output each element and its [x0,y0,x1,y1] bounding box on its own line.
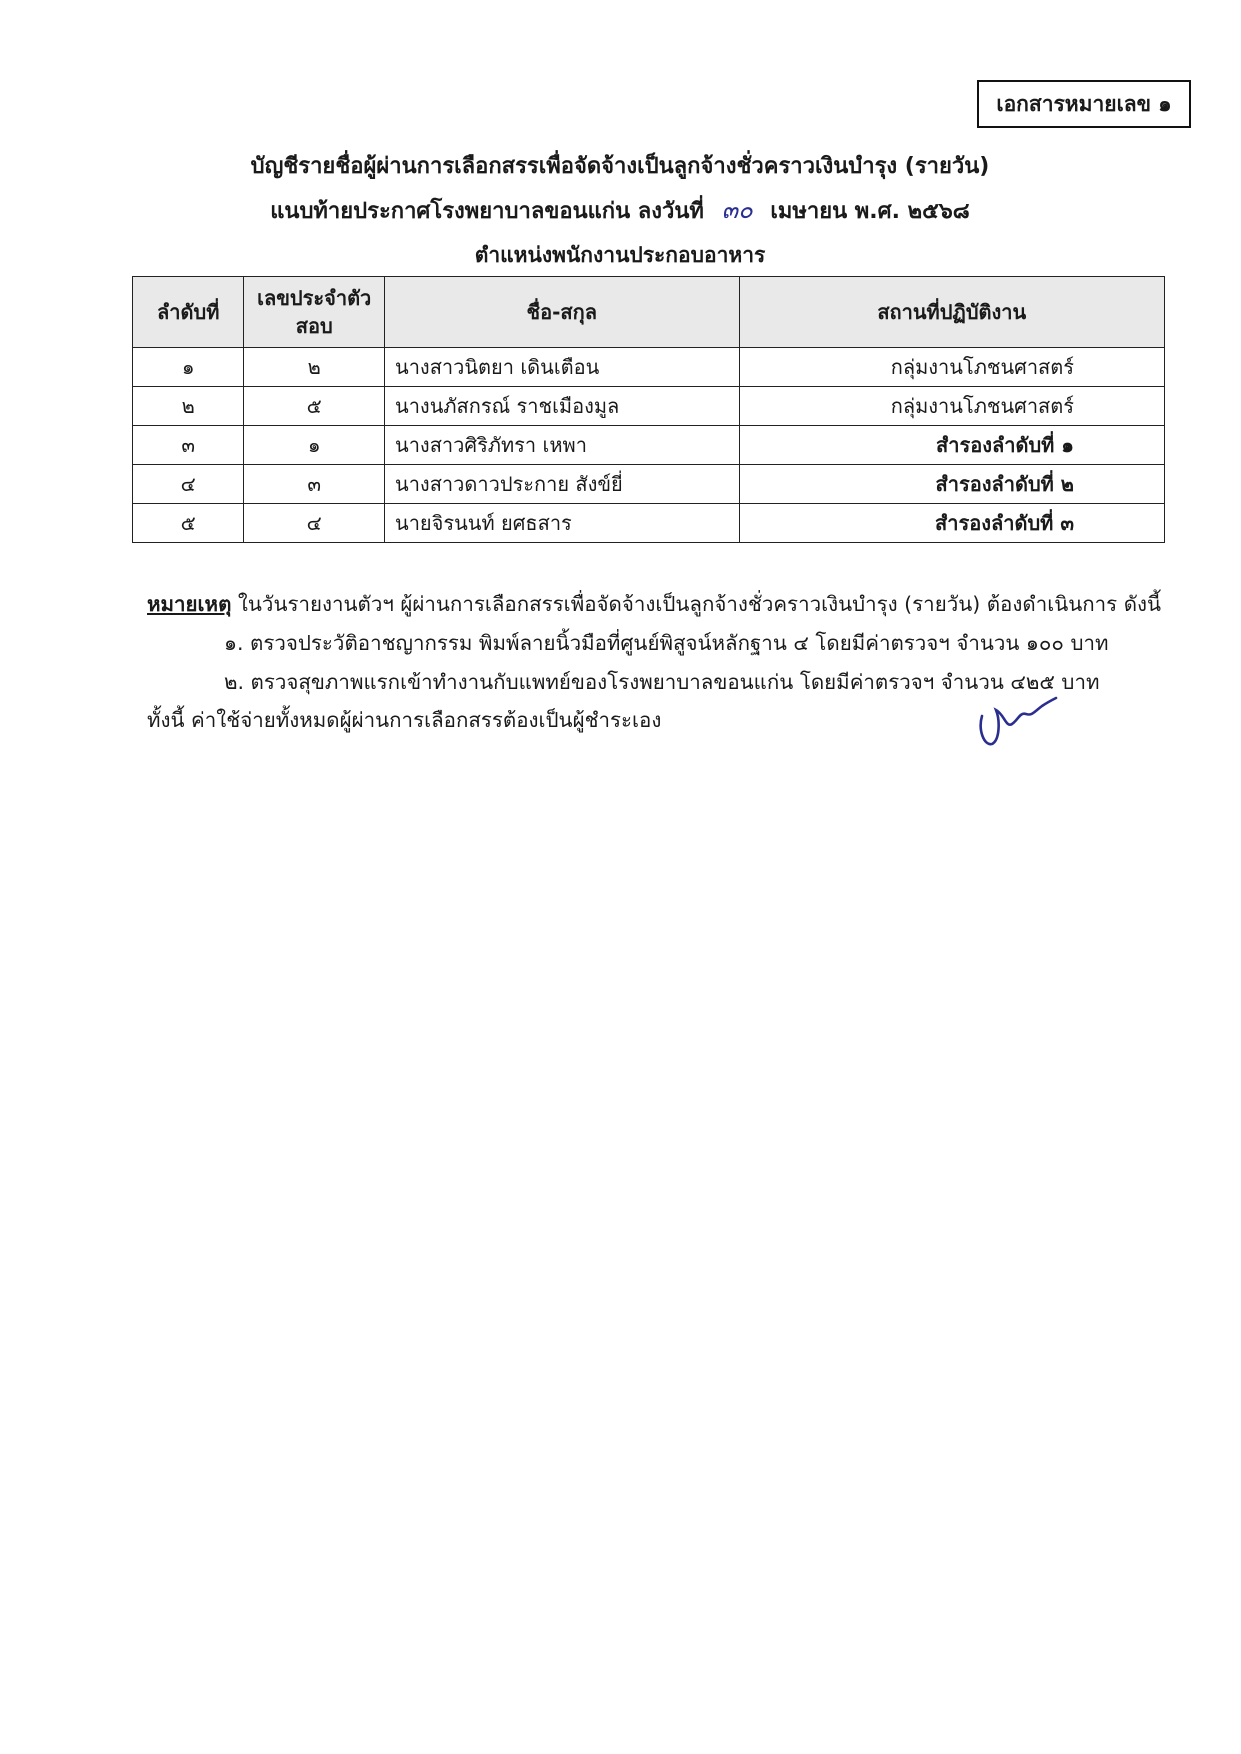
note-item-1: ๑. ตรวจประวัติอาชญากรรม พิมพ์ลายนิ้วมือที่ศูนย์พิสูจน์หลักฐาน ๔ โดยมีค่าตรวจฯ จำนวน ๑๐๐ บาท [224,631,1109,655]
note-label: หมายเหตุ [147,592,232,616]
table-row [133,387,1165,426]
document-subtitle [120,190,1120,229]
cell-order: ๑ [133,348,244,387]
cell-name: นายจิรนนท์ ยศธสาร [385,504,739,543]
table-row [133,465,1165,504]
cell-workplace: กลุ่มงานโภชนศาสตร์ [739,387,1164,426]
cell-workplace: กลุ่มงานโภชนศาสตร์ [739,348,1164,387]
handwritten-signature [976,692,1058,752]
cell-name: นางสาวนิตยา เดินเตือน [385,348,739,387]
document-number-box [977,80,1191,128]
cell-order: ๒ [133,387,244,426]
document-number: เอกสารหมายเลข ๑ [996,91,1172,116]
candidate-table [132,276,1165,543]
cell-workplace: สำรองลำดับที่ ๑ [739,426,1164,465]
note-item-2: ๒. ตรวจสุขภาพแรกเข้าทำงานกับแพทย์ของโรงพยาบาลขอนแก่น โดยมีค่าตรวจฯ จำนวน ๔๒๕ บาท [224,670,1100,694]
header-workplace: สถานที่ปฏิบัติงาน [739,277,1164,348]
cell-name: นางสาวดาวประกาย สังข์ยี่ [385,465,739,504]
header-exam-id [244,277,385,348]
cell-workplace: สำรองลำดับที่ ๒ [739,465,1164,504]
subtitle-prefix: แนบท้ายประกาศโรงพยาบาลขอนแก่น ลงวันที่ [270,199,704,224]
table-row [133,348,1165,387]
handwritten-day: ๓๐ [721,196,753,224]
cell-workplace: สำรองลำดับที่ ๓ [739,504,1164,543]
cell-exam-id: ๒ [244,348,385,387]
subtitle-suffix: เมษายน พ.ศ. ๒๕๖๘ [770,199,970,224]
table-header-row [133,277,1165,348]
header-order: ลำดับที่ [133,277,244,348]
document-title: บัญชีรายชื่อผู้ผ่านการเลือกสรรเพื่อจัดจ้างเป็นลูกจ้างชั่วคราวเงินบำรุง (รายวัน) [250,154,990,179]
header-exam-id-line2: สอบ [295,314,333,338]
table-row [133,426,1165,465]
cell-order: ๕ [133,504,244,543]
position-title: ตำแหน่งพนักงานประกอบอาหาร [474,243,766,267]
cell-exam-id: ๓ [244,465,385,504]
note-intro-text: ในวันรายงานตัวฯ ผู้ผ่านการเลือกสรรเพื่อจัดจ้างเป็นลูกจ้างชั่วคราวเงินบำรุง (รายวัน) ต้องดำเนินการ ดังนี้ [231,592,1162,616]
table-row [133,504,1165,543]
header-exam-id-line1: เลขประจำตัว [257,286,372,310]
note-intro [147,588,1161,621]
cell-name: นางนภัสกรณ์ ราชเมืองมูล [385,387,739,426]
cell-order: ๔ [133,465,244,504]
note-closing: ทั้งนี้ ค่าใช้จ่ายทั้งหมดผู้ผ่านการเลือกสรรต้องเป็นผู้ชำระเอง [147,708,662,732]
cell-name: นางสาวศิริภัทรา เหพา [385,426,739,465]
header-name: ชื่อ-สกุล [385,277,739,348]
cell-exam-id: ๑ [244,426,385,465]
cell-exam-id: ๕ [244,387,385,426]
cell-exam-id: ๔ [244,504,385,543]
cell-order: ๓ [133,426,244,465]
